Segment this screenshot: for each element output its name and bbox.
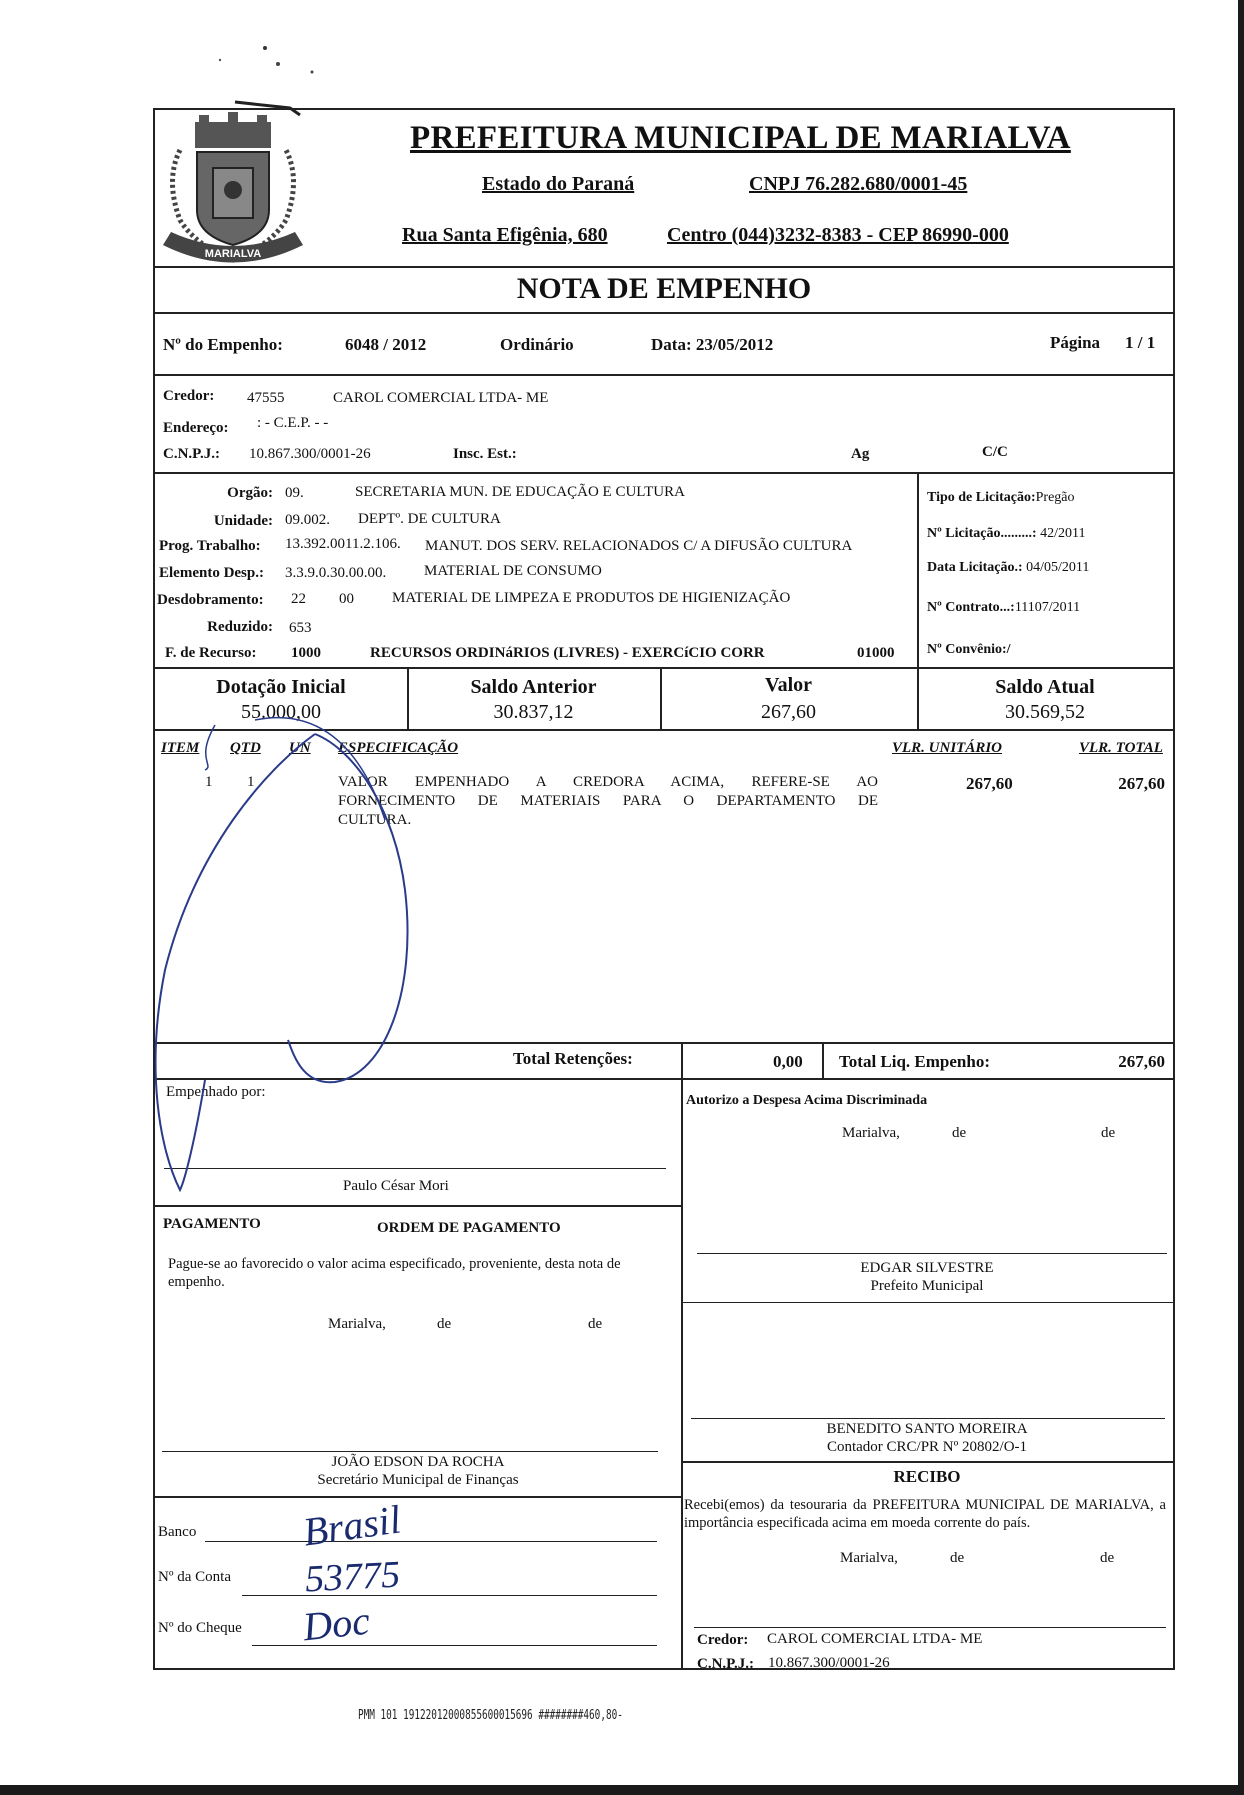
recibo-city: Marialva, bbox=[840, 1550, 898, 1566]
conta-label: Nº da Conta bbox=[158, 1569, 231, 1585]
recibo-cnpj: 10.867.300/0001-26 bbox=[768, 1655, 890, 1671]
item-unit-value: 267,60 bbox=[966, 774, 1013, 793]
retencoes-label: Total Retenções: bbox=[513, 1049, 633, 1068]
col-vlr-total: VLR. TOTAL bbox=[1079, 740, 1163, 756]
col-vlr-unitario: VLR. UNITÁRIO bbox=[892, 740, 1003, 756]
desdobramento-code: 22 bbox=[291, 591, 306, 607]
banco-label: Banco bbox=[158, 1524, 197, 1540]
recibo-de1: de bbox=[950, 1550, 965, 1566]
pagamento-text: Pague-se ao favorecido o valor acima especificado, proveniente, desta nota de empenho. bbox=[168, 1256, 621, 1290]
empenho-number: 6048 / 2012 bbox=[345, 335, 427, 354]
contador-name: BENEDITO SANTO MOREIRA bbox=[826, 1421, 1028, 1437]
page-number: 1 / 1 bbox=[1125, 333, 1156, 352]
recibo-label: RECIBO bbox=[893, 1467, 961, 1486]
cheque-label: Nº do Cheque bbox=[158, 1620, 242, 1636]
tipo-licitacao: Tipo de Licitação:Pregão bbox=[927, 490, 1075, 505]
item-total-value: 267,60 bbox=[1118, 774, 1165, 793]
header-contact: Centro (044)3232-8383 - CEP 86990-000 bbox=[667, 224, 1009, 246]
prog-code: 13.392.0011.2.106. bbox=[285, 536, 401, 552]
ag-label: Ag bbox=[851, 446, 870, 462]
orgao-name: SECRETARIA MUN. DE EDUCAÇÃO E CULTURA bbox=[355, 484, 685, 500]
scan-specks bbox=[190, 30, 330, 120]
item-spec-line3: CULTURA. bbox=[338, 812, 412, 828]
pagamento-city: Marialva, bbox=[328, 1316, 386, 1332]
empenhado-label: Empenhado por: bbox=[166, 1084, 266, 1100]
saldo-anterior-label: Saldo Anterior bbox=[470, 676, 597, 698]
recibo-text: Recebi(emos) da tesouraria da PREFEITURA MUNICIPAL DE MARIALVA, a importância especificada acima em moeda corrente do país. bbox=[684, 1497, 1166, 1531]
unidade-code: 09.002. bbox=[285, 512, 330, 528]
autorizo-de1: de bbox=[952, 1125, 967, 1141]
desdobramento-label: Desdobramento: bbox=[157, 592, 264, 608]
recurso-num: 01000 bbox=[857, 645, 895, 661]
contador-role: Contador CRC/PR Nº 20802/O-1 bbox=[826, 1439, 1028, 1455]
address-value: : - C.E.P. - - bbox=[257, 415, 329, 431]
pagamento-de1: de bbox=[437, 1316, 452, 1332]
empenho-type: Ordinário bbox=[500, 335, 574, 354]
elemento-name: MATERIAL DE CONSUMO bbox=[424, 563, 602, 579]
scan-edge-right bbox=[1238, 0, 1244, 1795]
reduzido-label: Reduzido: bbox=[207, 619, 273, 635]
elemento-label: Elemento Desp.: bbox=[159, 565, 264, 581]
address-label: Endereço: bbox=[163, 420, 229, 436]
recibo-credor: CAROL COMERCIAL LTDA- ME bbox=[767, 1631, 983, 1647]
retencoes-value: 0,00 bbox=[773, 1052, 803, 1071]
pagamento-de2: de bbox=[588, 1316, 603, 1332]
insc-est-label: Insc. Est.: bbox=[453, 446, 517, 462]
document-title: NOTA DE EMPENHO bbox=[516, 272, 812, 305]
recurso-code: 1000 bbox=[291, 645, 321, 661]
orgao-code: 09. bbox=[285, 485, 304, 501]
footer-code: PMM 101 19122012000855600015696 ########460,80- bbox=[358, 1708, 623, 1723]
credor-name: CAROL COMERCIAL LTDA- ME bbox=[333, 390, 549, 406]
saldo-atual-value: 30.569,52 bbox=[1005, 701, 1085, 723]
item-number: 1 bbox=[205, 774, 213, 790]
item-spec-line1: VALOR EMPENHADO A CREDORA ACIMA, REFERE-SE AO bbox=[338, 774, 878, 790]
header-title: PREFEITURA MUNICIPAL DE MARIALVA bbox=[410, 120, 1071, 156]
col-especificacao: ESPECIFICAÇÃO bbox=[338, 740, 459, 756]
saldo-atual-label: Saldo Atual bbox=[995, 676, 1095, 698]
unidade-name: DEPTº. DE CULTURA bbox=[358, 511, 501, 527]
cnpj-label: C.N.P.J.: bbox=[163, 446, 220, 462]
prefeito-name: EDGAR SILVESTRE bbox=[860, 1260, 994, 1276]
valor-label: Valor bbox=[764, 674, 813, 696]
document-frame bbox=[153, 108, 1175, 1670]
empenhado-name: Paulo César Mori bbox=[343, 1178, 449, 1194]
empenho-date: Data: 23/05/2012 bbox=[651, 335, 774, 354]
handwritten-circle-mark bbox=[155, 710, 475, 1200]
secretario-name: JOÃO EDSON DA ROCHA bbox=[331, 1454, 505, 1470]
secretario-role: Secretário Municipal de Finanças bbox=[317, 1472, 519, 1488]
header-cnpj: CNPJ 76.282.680/0001-45 bbox=[749, 173, 968, 195]
cc-label: C/C bbox=[982, 444, 1008, 460]
recibo-cnpj-label: C.N.P.J.: bbox=[697, 1656, 754, 1672]
liq-empenho-value: 267,60 bbox=[1118, 1052, 1165, 1071]
svg-text:MARIALVA: MARIALVA bbox=[204, 248, 262, 260]
conta-handwritten: 53775 bbox=[303, 1553, 402, 1601]
empenho-label: Nº do Empenho: bbox=[163, 335, 283, 354]
col-item: ITEM bbox=[161, 740, 200, 756]
scan-edge-bottom bbox=[0, 1785, 1244, 1795]
credor-cnpj: 10.867.300/0001-26 bbox=[249, 446, 371, 462]
saldo-anterior-value: 30.837,12 bbox=[493, 701, 574, 723]
num-contrato: Nº Contrato...:11107/2011 bbox=[927, 600, 1081, 615]
desdobramento-sub: 00 bbox=[339, 591, 354, 607]
autorizo-city: Marialva, bbox=[842, 1125, 900, 1141]
municipal-coat-of-arms-icon bbox=[155, 110, 310, 270]
page-label: Página bbox=[1050, 333, 1101, 352]
desdobramento-name: MATERIAL DE LIMPEZA E PRODUTOS DE HIGIENIZAÇÃO bbox=[392, 590, 791, 606]
autorizo-label: Autorizo a Despesa Acima Discriminada bbox=[686, 1093, 928, 1108]
header-state: Estado do Paraná bbox=[482, 173, 635, 195]
col-un: UN bbox=[289, 740, 311, 756]
item-qtd: 1 bbox=[247, 774, 255, 790]
num-convenio: Nº Convênio:/ bbox=[927, 642, 1011, 657]
dotacao-value: 55.000,00 bbox=[241, 701, 321, 723]
recibo-de2: de bbox=[1100, 1550, 1115, 1566]
recurso-label: F. de Recurso: bbox=[165, 645, 257, 661]
credor-label: Credor: bbox=[163, 388, 215, 404]
dotacao-label: Dotação Inicial bbox=[216, 676, 346, 698]
ordem-pagamento-label: ORDEM DE PAGAMENTO bbox=[377, 1220, 561, 1236]
banco-handwritten: Brasil bbox=[300, 1496, 404, 1555]
valor-value: 267,60 bbox=[761, 701, 816, 723]
pagamento-label: PAGAMENTO bbox=[163, 1216, 261, 1232]
recurso-name: RECURSOS ORDINáRIOS (LIVRES) - EXERCíCIO CORR bbox=[370, 645, 765, 661]
col-qtd: QTD bbox=[230, 740, 261, 756]
autorizo-de2: de bbox=[1101, 1125, 1116, 1141]
prog-name: MANUT. DOS SERV. RELACIONADOS C/ A DIFUSÃO CULTURA bbox=[425, 538, 853, 554]
liq-empenho-label: Total Liq. Empenho: bbox=[839, 1052, 990, 1071]
elemento-code: 3.3.9.0.30.00.00. bbox=[285, 565, 387, 581]
item-spec-line2: FORNECIMENTO DE MATERIAIS PARA O DEPARTAMENTO DE bbox=[338, 793, 878, 809]
data-licitacao: Data Licitação.: 04/05/2011 bbox=[927, 560, 1090, 575]
prefeito-role: Prefeito Municipal bbox=[870, 1278, 984, 1294]
num-licitacao: Nº Licitação.........: 42/2011 bbox=[927, 526, 1086, 541]
header-address: Rua Santa Efigênia, 680 bbox=[402, 224, 608, 246]
cheque-handwritten: Doc bbox=[300, 1597, 372, 1650]
credor-code: 47555 bbox=[247, 390, 285, 406]
orgao-label: Orgão: bbox=[227, 485, 273, 501]
prog-label: Prog. Trabalho: bbox=[159, 538, 261, 554]
unidade-label: Unidade: bbox=[213, 513, 273, 529]
reduzido-code: 653 bbox=[289, 620, 312, 636]
recibo-credor-label: Credor: bbox=[697, 1632, 749, 1648]
